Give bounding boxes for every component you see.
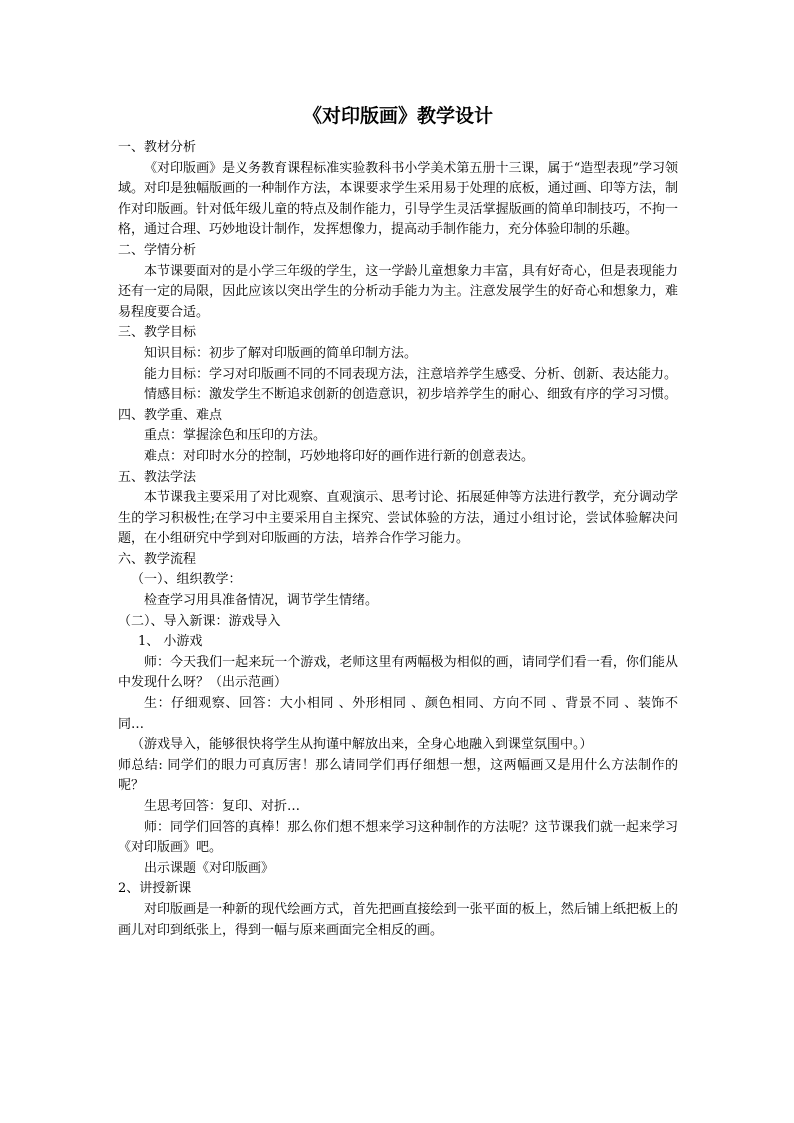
paragraph: 重点：掌握涂色和压印的方法。 <box>144 428 327 444</box>
paragraph: 知识目标：初步了解对印版画的简单印制方法。 <box>144 345 418 361</box>
paragraph: 本节课我主要采用了对比观察、直观演示、思考讨论、拓展延伸等方法进行教学，充分调动学生的学习积极性;在学习中主要采用自主探究、尝试体验的方法，通过小组讨论，尝试体验解决问题，在小组研究中学到对印版画的方法，培养合作学习能力。 <box>118 490 678 547</box>
text-line: 2、讲授新课 <box>118 881 192 897</box>
paragraph: 检查学习用具准备情况，调节学生情绪。 <box>144 593 379 609</box>
section-heading: 六、教学流程 <box>118 551 197 567</box>
document-page <box>118 104 678 941</box>
section-heading: 五、教法学法 <box>118 469 197 485</box>
text-line: （二）、导入新课：游戏导入 <box>118 613 281 629</box>
paragraph: 难点：对印时水分的控制，巧妙地将印好的画作进行新的创意表达。 <box>144 448 535 464</box>
paragraph: 对印版画是一种新的现代绘画方式，首先把画直接绘到一张平面的板上，然后铺上纸把板上的画儿对印到纸张上，得到一幅与原来画面完全相反的画。 <box>118 901 678 938</box>
section-heading: 二、学情分析 <box>118 242 197 258</box>
paragraph: 师：今天我们一起来玩一个游戏，老师这里有两幅极为相似的画，请同学们看一看，你们能从中发现什么呀？（出示范画） <box>118 654 678 691</box>
section-heading: 一、教材分析 <box>118 140 197 155</box>
section-heading: 四、教学重、难点 <box>118 407 223 423</box>
paragraph: 师总结: 同学们的眼力可真厉害！那么请同学们再仔细想一想，这两幅画又是用什么方法制作的呢？ <box>118 757 678 794</box>
paragraph: 生：仔细观察、回答：大小相同 、外形相同 、颜色相同、方向不同 、背景不同 、装饰不同… <box>118 696 678 732</box>
paragraph: 出示课题《对印版画》 <box>144 860 275 876</box>
paragraph: 本节课要面对的是小学三年级的学生，这一学龄儿童想象力丰富，具有好奇心，但是表现能力还有一定的局限，因此应该以突出学生的分析动手能力为主。注意发展学生的好奇心和想象力，难易程度要合适。 <box>118 263 678 320</box>
paragraph: 生思考回答：复印、对折… <box>144 799 301 814</box>
document-body <box>118 138 678 941</box>
text-line: （一）、组织教学： <box>131 572 242 588</box>
paragraph: 能力目标：学习对印版画不同的不同表现方法，注意培养学生感受、分析、创新、表达能力。 <box>144 366 678 382</box>
paragraph: 师：同学们回答的真棒！那么你们想不想来学习这种制作的方法呢？这节课我们就一起来学习《对印版画》吧。 <box>118 819 678 856</box>
paragraph: 《对印版画》是义务教育课程标准实验教科书小学美术第五册十三课，属于“造型表现”学习领域。对印是独幅版画的一种制作方法，本课要求学生采用易于处理的底板，通过画、印等方法，制作对印版画。针对低年级儿童的特点及制作能力，引导学生灵活掌握版画的简单印制技巧，不拘一格，通过合理、巧妙地设计制作，发挥想像力，提高动手制作能力，充分体验印制的乐趣。 <box>118 160 678 238</box>
document-title: 《对印版画》教学设计 <box>302 105 493 127</box>
section-heading: 三、教学目标 <box>118 325 197 341</box>
text-line: 1、 小游戏 <box>138 634 203 650</box>
paragraph: 情感目标：激发学生不断追求创新的创造意识，初步培养学生的耐心、细致有序的学习习惯。 <box>144 387 678 403</box>
text-line: （游戏导入，能够很快将学生从拘谨中解放出来，全身心地融入到课堂氛围中。） <box>131 737 593 753</box>
